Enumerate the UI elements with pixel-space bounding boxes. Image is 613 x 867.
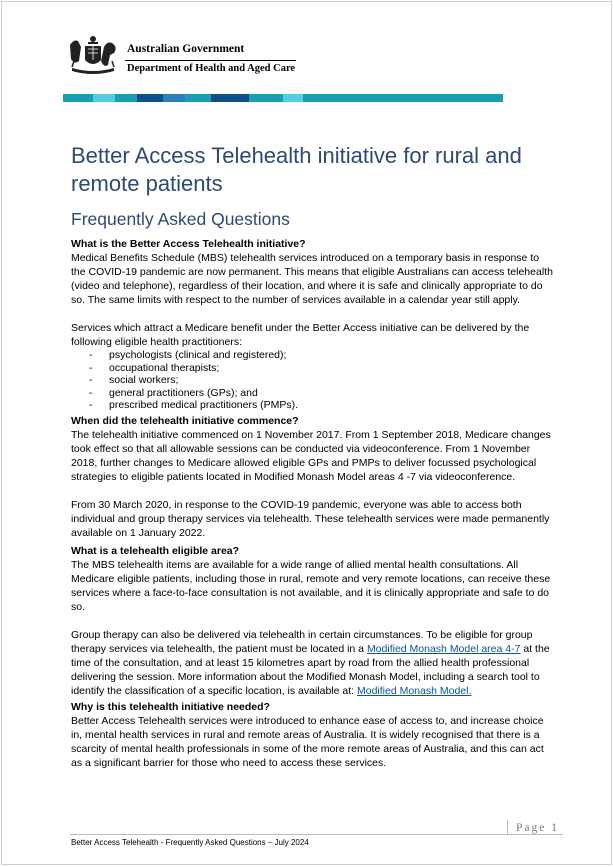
paragraph-text: at the time of the consultation, and at least 15 kilometres apart by road from the allied health professional delivering the session. More information about the Modified Monash Model, including a search tool to identify the classification of a specific location, is available at: — [71, 642, 550, 697]
band-segment — [303, 94, 503, 102]
section-heading: What is the Better Access Telehealth initiative? — [71, 238, 306, 250]
section-heading: What is a telehealth eligible area? — [71, 544, 240, 557]
band-segment — [137, 94, 163, 102]
list-item: - psychologists (clinical and registered); — [89, 349, 553, 362]
coat-of-arms-logo — [66, 35, 120, 77]
department-name: Department of Health and Aged Care — [127, 63, 296, 74]
government-name: Australian Government — [127, 43, 245, 55]
band-segment — [93, 94, 115, 102]
paragraph: Medical Benefits Schedule (MBS) telehealth services introduced on a temporary basis in response to the COVID-19 pandemic are now permanent. This means that eligible Australians can access telehealth (video and telephone), regardless of their location, and where it is safe and clinically appropriate to do so. The same limits with respect to the number of services available in a calendar year still apply. — [71, 252, 553, 306]
footer-divider — [70, 834, 563, 835]
paragraph: From 30 March 2020, in response to the COVID-19 pandemic, everyone was able to access both individual and group therapy services via telehealth. These telehealth services were made permanently available on 1 January 2022. — [71, 498, 550, 539]
mmm-link[interactable]: Modified Monash Model. — [356, 684, 472, 697]
document-body — [71, 237, 553, 770]
list-item: - prescribed medical practitioners (PMPs). — [89, 399, 553, 412]
paragraph-text: Group therapy can also be delivered via telehealth in certain circumstances. To be eligible for group therapy services via telehealth, the patient must be located in a — [71, 628, 533, 655]
mmm-area-link[interactable]: Modified Monash Model area 4-7 — [366, 642, 521, 655]
paragraph: Services which attract a Medicare benefit under the Better Access initiative can be delivered by the following eligible health practitioners: — [71, 322, 530, 348]
document-title: Better Access Telehealth initiative for rural and remote patients — [71, 143, 522, 196]
list-item: - social workers; — [89, 374, 553, 387]
footer-divider-vertical — [507, 820, 508, 834]
band-segment — [163, 94, 185, 102]
section-heading: Why is this telehealth initiative needed? — [71, 700, 270, 713]
page-number: Page 1 — [516, 822, 559, 834]
paragraph: The telehealth initiative commenced on 1 November 2017. From 1 September 2018, Medicare changes took effect so that all allowable sessions can be conducted via videoconference. From 1 November 2018, further changes to Medicare allowed eligible GPs and PMPs to deliver focussed psychological strategies to eligible patients located in Modified Monash Model areas 4 -7 via videoconference. — [71, 428, 551, 483]
band-segment — [249, 94, 283, 102]
band-segment — [283, 94, 303, 102]
document-subtitle: Frequently Asked Questions — [71, 209, 290, 229]
list-item: - occupational therapists; — [89, 362, 553, 375]
paragraph — [71, 628, 553, 698]
paragraph: The MBS telehealth items are available for a wide range of allied mental health consultations. All Medicare eligible patients, including those in rural, remote and very remote locations, can receive these services where a face-to-face consultation is not available, and it is clinically appropriate and safe to do so. — [71, 558, 551, 613]
color-band — [63, 94, 523, 102]
band-segment — [63, 94, 93, 102]
band-segment — [185, 94, 211, 102]
band-segment — [115, 94, 137, 102]
section-heading: When did the telehealth initiative commence? — [71, 414, 299, 427]
header-divider — [125, 60, 296, 61]
footer-text: Better Access Telehealth - Frequently Asked Questions – July 2024 — [71, 838, 309, 847]
paragraph: Better Access Telehealth services were introduced to enhance ease of access to, and increase choice in, mental health services in rural and remote areas of Australia. It is widely recognised that there is a scarcity of mental health professionals in some of the more remote areas of Australia, and this can act as a significant barrier for those who need to access these services. — [71, 714, 544, 769]
list-item: - general practitioners (GPs); and — [89, 387, 553, 400]
document-page — [1, 1, 612, 865]
practitioner-list — [71, 349, 553, 412]
band-segment — [211, 94, 249, 102]
